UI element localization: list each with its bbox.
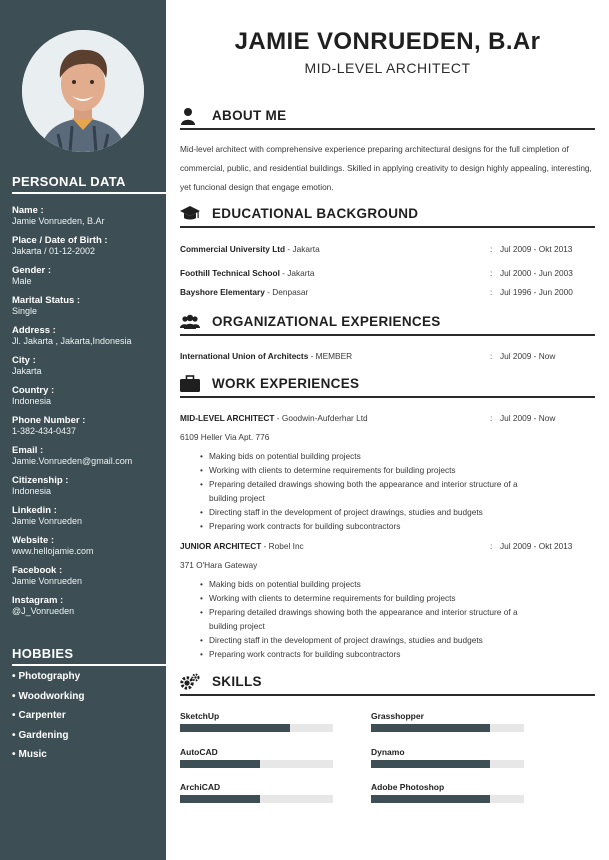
skills-section-header	[180, 670, 595, 696]
skill-bar-track	[371, 795, 524, 803]
personal-data-label: Address :	[12, 325, 56, 336]
hobbies-heading: HOBBIES	[12, 646, 166, 666]
about-text: Mid-level architect with comprehensive experience preparing architectural designs for the full cimpletion of commercial, public, and residential buildings. Skilled in applying creativity to design highly appealing, interesting, yet funcional design that engage emotion.	[180, 144, 592, 192]
personal-data-item	[12, 475, 162, 505]
personal-data-list	[12, 205, 162, 625]
job-duty: • Directing staff in the development of project drawings, studies and budgets	[204, 505, 524, 519]
job-duties-list	[204, 577, 524, 661]
personal-data-value: Jakarta / 01-12-2002	[12, 246, 96, 256]
entry-location: - Denpasar	[264, 287, 309, 297]
personal-data-label: Gender :	[12, 265, 52, 276]
gears-icon	[180, 673, 200, 691]
personal-data-item	[12, 385, 162, 415]
entry-separator: :	[490, 351, 493, 361]
personal-data-label: Place / Date of Birth :	[12, 235, 108, 246]
hobby-item: • Woodworking	[12, 690, 162, 710]
entry-organization: International Union of Architects	[180, 351, 309, 361]
personal-data-item	[12, 265, 162, 295]
skill-bar-track	[180, 795, 333, 803]
skill-name: Dynamo	[371, 746, 405, 757]
personal-data-label: Instagram :	[12, 595, 64, 606]
personal-data-value: Jl. Jakarta , Jakarta,Indonesia	[12, 336, 132, 346]
hobby-item: • Carpenter	[12, 709, 162, 729]
entry-location: - Jakarta	[279, 268, 315, 278]
skill-name: SketchUp	[180, 711, 220, 721]
personal-data-value: Indonesia	[12, 396, 52, 406]
skill-bar-fill	[180, 760, 260, 768]
personal-data-value: @J_Vonrueden	[12, 606, 75, 616]
skill-bar-track	[371, 760, 524, 768]
skill-item	[371, 781, 524, 803]
skills-heading: SKILLS	[212, 674, 262, 689]
skill-bar-fill	[371, 760, 490, 768]
personal-data-item	[12, 535, 162, 565]
candidate-role: MID-LEVEL ARCHITECT	[304, 60, 471, 76]
group-icon	[180, 313, 200, 331]
entry-row	[180, 243, 595, 255]
entry-location: - MEMBER	[308, 351, 353, 361]
personal-data-value: Jamie Vonrueden	[12, 576, 83, 586]
about-section-header	[180, 104, 595, 130]
job-separator: :	[490, 541, 493, 551]
personal-data-value: www.hellojamie.com	[12, 546, 94, 556]
skill-item	[180, 746, 333, 768]
profile-photo	[22, 30, 144, 152]
skill-bar-fill	[180, 795, 260, 803]
job-header-row	[180, 540, 595, 552]
graduation-cap-icon	[180, 205, 200, 223]
entry-organization: Commercial University Ltd	[180, 244, 286, 254]
job-header-row	[180, 412, 595, 424]
skill-bar-track	[180, 760, 333, 768]
personal-data-value: Jamie.Vonrueden@gmail.com	[12, 456, 133, 466]
hobby-item: • Photography	[12, 670, 162, 690]
sidebar	[0, 0, 166, 860]
skill-bar-track	[180, 724, 333, 732]
skill-name: Grasshopper	[371, 711, 424, 721]
job-address: 6109 Heller Via Apt. 776	[180, 432, 270, 442]
hobbies-list	[12, 670, 162, 768]
person-icon	[180, 107, 200, 125]
personal-data-value: Male	[12, 276, 32, 286]
candidate-name: JAMIE VONRUEDEN, B.Ar	[234, 28, 541, 55]
personal-data-item	[12, 505, 162, 535]
job-duty: • Working with clients to determine requirements for building projects	[204, 463, 524, 477]
skill-item	[371, 710, 524, 732]
job-duty: • Preparing detailed drawings showing both the appearance and interior structure of a building project	[204, 477, 524, 505]
job-duty: • Making bids on potential building projects	[204, 577, 524, 591]
job-duty: • Working with clients to determine requirements for building projects	[204, 591, 524, 605]
personal-data-item	[12, 325, 162, 355]
entry-organization: Foothill Technical School	[180, 268, 280, 278]
personal-data-value: Single	[12, 306, 38, 316]
personal-data-label: Linkedin :	[12, 505, 57, 516]
skill-bar-track	[371, 724, 524, 732]
job-duties-list	[204, 449, 524, 533]
entry-date: Jul 2009 - Okt 2013	[500, 244, 573, 254]
hobby-item: • Music	[12, 748, 162, 768]
personal-data-item	[12, 205, 162, 235]
work-heading: WORK EXPERIENCES	[212, 376, 360, 391]
entry-date: Jul 1996 - Jun 2000	[500, 287, 573, 297]
personal-data-item	[12, 235, 162, 265]
entry-separator: :	[490, 287, 493, 297]
skill-bar-fill	[180, 724, 290, 732]
entry-row	[180, 286, 595, 298]
job-duty: • Making bids on potential building projects	[204, 449, 524, 463]
personal-data-label: Marital Status :	[12, 295, 81, 306]
personal-data-label: Website :	[12, 535, 55, 546]
entry-separator: :	[490, 268, 493, 278]
entry-location: - Jakarta	[285, 244, 320, 254]
personal-data-item	[12, 355, 162, 385]
personal-data-label: Name :	[12, 205, 44, 216]
entry-organization: Bayshore Elementary	[180, 287, 265, 297]
skill-bar-fill	[371, 795, 490, 803]
skill-name: Adobe Photoshop	[371, 782, 445, 792]
job-company: - Robel Inc	[261, 541, 304, 551]
about-heading: ABOUT ME	[212, 108, 287, 123]
job-date: Jul 2009 - Now	[500, 413, 556, 423]
job-date: Jul 2009 - Okt 2013	[500, 541, 573, 551]
personal-data-label: Citizenship :	[12, 475, 69, 486]
personal-data-value: 1-382-434-0437	[12, 426, 77, 436]
personal-data-item	[12, 295, 162, 325]
personal-data-label: Facebook :	[12, 565, 63, 576]
personal-data-label: Country :	[12, 385, 55, 396]
avatar	[22, 30, 144, 152]
personal-data-value: Jakarta	[12, 366, 42, 376]
skill-item	[371, 746, 524, 768]
skill-item	[180, 710, 333, 732]
skill-name: AutoCAD	[180, 746, 218, 757]
entry-date: Jul 2009 - Now	[500, 351, 556, 361]
job-title: JUNIOR ARCHITECT	[180, 541, 262, 551]
personal-data-label: City :	[12, 355, 36, 366]
education-heading: EDUCATIONAL BACKGROUND	[212, 206, 419, 221]
personal-data-item	[12, 565, 162, 595]
job-duty: • Preparing work contracts for building subcontractors	[204, 647, 524, 661]
job-address: 371 O'Hara Gateway	[180, 560, 258, 570]
personal-data-item	[12, 445, 162, 475]
personal-data-value: Jamie Vonrueden, B.Ar	[12, 216, 105, 226]
job-title: MID-LEVEL ARCHITECT	[180, 413, 275, 423]
personal-data-item	[12, 415, 162, 445]
skill-bar-fill	[371, 724, 490, 732]
work-section-header	[180, 372, 595, 398]
personal-data-value: Jamie Vonrueden	[12, 516, 83, 526]
skill-item	[180, 781, 333, 803]
briefcase-icon	[180, 375, 200, 393]
job-duty: • Preparing detailed drawings showing both the appearance and interior structure of a building project	[204, 605, 524, 633]
entry-date: Jul 2000 - Jun 2003	[500, 268, 573, 278]
hobby-item: • Gardening	[12, 729, 162, 749]
job-duty: • Directing staff in the development of project drawings, studies and budgets	[204, 633, 524, 647]
organization-heading: ORGANIZATIONAL EXPERIENCES	[212, 314, 441, 329]
entry-row	[180, 267, 595, 279]
personal-data-item	[12, 595, 162, 625]
skill-name: ArchiCAD	[180, 782, 221, 792]
entry-separator: :	[490, 244, 493, 254]
entry-row	[180, 350, 595, 362]
education-section-header	[180, 202, 595, 228]
organization-section-header	[180, 310, 595, 336]
personal-data-label: Email :	[12, 445, 44, 456]
job-duty: • Preparing work contracts for building subcontractors	[204, 519, 524, 533]
job-separator: :	[490, 413, 493, 423]
personal-data-heading: PERSONAL DATA	[12, 174, 166, 194]
personal-data-label: Phone Number :	[12, 415, 86, 426]
job-company: - Goodwin-Aufderhar Ltd	[274, 413, 368, 423]
personal-data-value: Indonesia	[12, 486, 52, 496]
main-content	[180, 0, 595, 860]
